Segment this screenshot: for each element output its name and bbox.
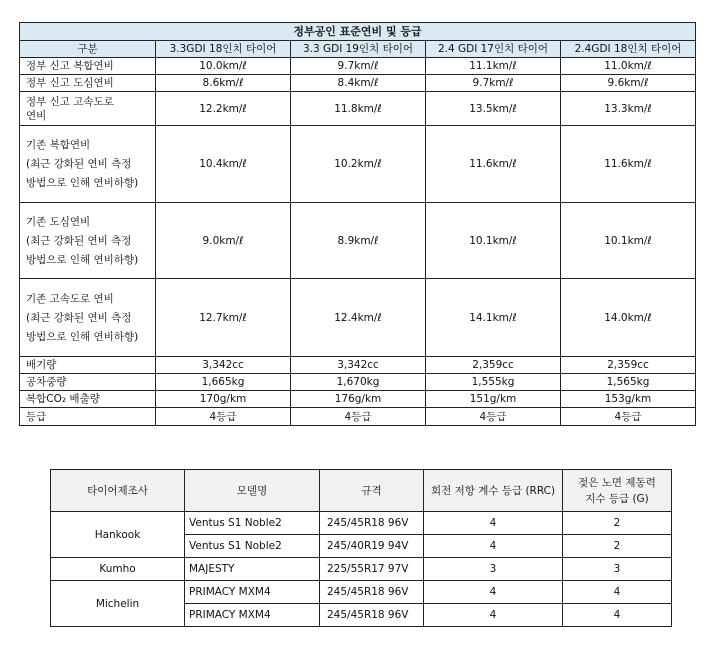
column-header: 모델명 <box>185 470 320 512</box>
wet-grip-grade-cell: 4 <box>563 581 672 604</box>
rrc-grade-cell: 4 <box>424 535 563 558</box>
column-header: 2.4GDI 18인치 타이어 <box>561 41 696 58</box>
cell-value: 4등급 <box>561 408 696 426</box>
size-cell: 245/45R18 96V <box>320 512 424 535</box>
row-label: 기존 도심연비 (최근 강화된 연비 측정 방법으로 인해 연비하향) <box>20 203 156 279</box>
table-row <box>20 203 696 279</box>
model-cell: PRIMACY MXM4 <box>185 581 320 604</box>
maker-cell: Michelin <box>51 581 185 627</box>
cell-value: 8.6km/ℓ <box>156 75 291 92</box>
cell-value: 11.6km/ℓ <box>561 126 696 203</box>
cell-value: 9.7km/ℓ <box>426 75 561 92</box>
column-header: 젖은 노면 제동력 지수 등급 (G) <box>563 470 672 512</box>
cell-value: 10.1km/ℓ <box>561 203 696 279</box>
cell-value: 14.1km/ℓ <box>426 279 561 357</box>
size-cell: 245/40R19 94V <box>320 535 424 558</box>
cell-value: 1,670kg <box>291 374 426 391</box>
cell-value: 10.0km/ℓ <box>156 58 291 75</box>
table-row <box>51 512 672 535</box>
cell-value: 9.6km/ℓ <box>561 75 696 92</box>
table-row <box>51 581 672 604</box>
row-label: 공차중량 <box>20 374 156 391</box>
wet-grip-grade-cell: 3 <box>563 558 672 581</box>
table-row <box>20 279 696 357</box>
cell-value: 10.1km/ℓ <box>426 203 561 279</box>
cell-value: 9.7km/ℓ <box>291 58 426 75</box>
cell-value: 4등급 <box>156 408 291 426</box>
cell-value: 170g/km <box>156 391 291 408</box>
cell-value: 153g/km <box>561 391 696 408</box>
row-label: 정부 신고 고속도로 연비 <box>20 92 156 126</box>
cell-value: 2,359cc <box>561 357 696 374</box>
size-cell: 245/45R18 96V <box>320 581 424 604</box>
table-row <box>20 357 696 374</box>
cell-value: 13.5km/ℓ <box>426 92 561 126</box>
column-header: 3.3 GDI 19인치 타이어 <box>291 41 426 58</box>
model-cell: Ventus S1 Noble2 <box>185 512 320 535</box>
cell-value: 1,665kg <box>156 374 291 391</box>
table-row <box>20 374 696 391</box>
table-row <box>20 58 696 75</box>
size-cell: 225/55R17 97V <box>320 558 424 581</box>
column-header: 규격 <box>320 470 424 512</box>
cell-value: 10.2km/ℓ <box>291 126 426 203</box>
size-cell: 245/45R18 96V <box>320 604 424 627</box>
table-title: 정부공인 표준연비 및 등급 <box>20 23 696 41</box>
table-row <box>20 75 696 92</box>
column-header: 2.4 GDI 17인치 타이어 <box>426 41 561 58</box>
rrc-grade-cell: 4 <box>424 604 563 627</box>
cell-value: 2,359cc <box>426 357 561 374</box>
table-row <box>51 558 672 581</box>
cell-value: 13.3km/ℓ <box>561 92 696 126</box>
column-header-row <box>51 470 672 512</box>
cell-value: 14.0km/ℓ <box>561 279 696 357</box>
column-header: 회전 저항 계수 등급 (RRC) <box>424 470 563 512</box>
cell-value: 1,565kg <box>561 374 696 391</box>
maker-cell: Kumho <box>51 558 185 581</box>
row-label: 등급 <box>20 408 156 426</box>
table-row <box>20 391 696 408</box>
table-row <box>20 92 696 126</box>
table-title-row <box>20 23 696 41</box>
cell-value: 8.9km/ℓ <box>291 203 426 279</box>
row-label: 배기량 <box>20 357 156 374</box>
cell-value: 11.6km/ℓ <box>426 126 561 203</box>
cell-value: 4등급 <box>291 408 426 426</box>
model-cell: PRIMACY MXM4 <box>185 604 320 627</box>
cell-value: 11.1km/ℓ <box>426 58 561 75</box>
cell-value: 9.0km/ℓ <box>156 203 291 279</box>
column-header: 3.3GDI 18인치 타이어 <box>156 41 291 58</box>
rrc-grade-cell: 3 <box>424 558 563 581</box>
table-row <box>20 126 696 203</box>
cell-value: 151g/km <box>426 391 561 408</box>
cell-value: 4등급 <box>426 408 561 426</box>
cell-value: 8.4km/ℓ <box>291 75 426 92</box>
row-label: 복합CO₂ 배출량 <box>20 391 156 408</box>
rrc-grade-cell: 4 <box>424 512 563 535</box>
cell-value: 11.8km/ℓ <box>291 92 426 126</box>
model-cell: Ventus S1 Noble2 <box>185 535 320 558</box>
row-label: 정부 신고 도심연비 <box>20 75 156 92</box>
tire-grade-table <box>50 469 672 627</box>
cell-value: 11.0km/ℓ <box>561 58 696 75</box>
row-label: 기존 고속도로 연비 (최근 강화된 연비 측정 방법으로 인해 연비하향) <box>20 279 156 357</box>
row-label: 정부 신고 복합연비 <box>20 58 156 75</box>
fuel-efficiency-table <box>19 22 696 426</box>
maker-cell: Hankook <box>51 512 185 558</box>
cell-value: 3,342cc <box>291 357 426 374</box>
rrc-grade-cell: 4 <box>424 581 563 604</box>
wet-grip-grade-cell: 2 <box>563 512 672 535</box>
cell-value: 10.4km/ℓ <box>156 126 291 203</box>
model-cell: MAJESTY <box>185 558 320 581</box>
table-row <box>20 408 696 426</box>
cell-value: 1,555kg <box>426 374 561 391</box>
column-header: 타이어제조사 <box>51 470 185 512</box>
column-header-row <box>20 41 696 58</box>
row-label: 기존 복합연비 (최근 강화된 연비 측정 방법으로 인해 연비하향) <box>20 126 156 203</box>
cell-value: 12.4km/ℓ <box>291 279 426 357</box>
wet-grip-grade-cell: 2 <box>563 535 672 558</box>
wet-grip-grade-cell: 4 <box>563 604 672 627</box>
cell-value: 176g/km <box>291 391 426 408</box>
cell-value: 3,342cc <box>156 357 291 374</box>
cell-value: 12.7km/ℓ <box>156 279 291 357</box>
header-label: 구분 <box>20 41 156 58</box>
cell-value: 12.2km/ℓ <box>156 92 291 126</box>
